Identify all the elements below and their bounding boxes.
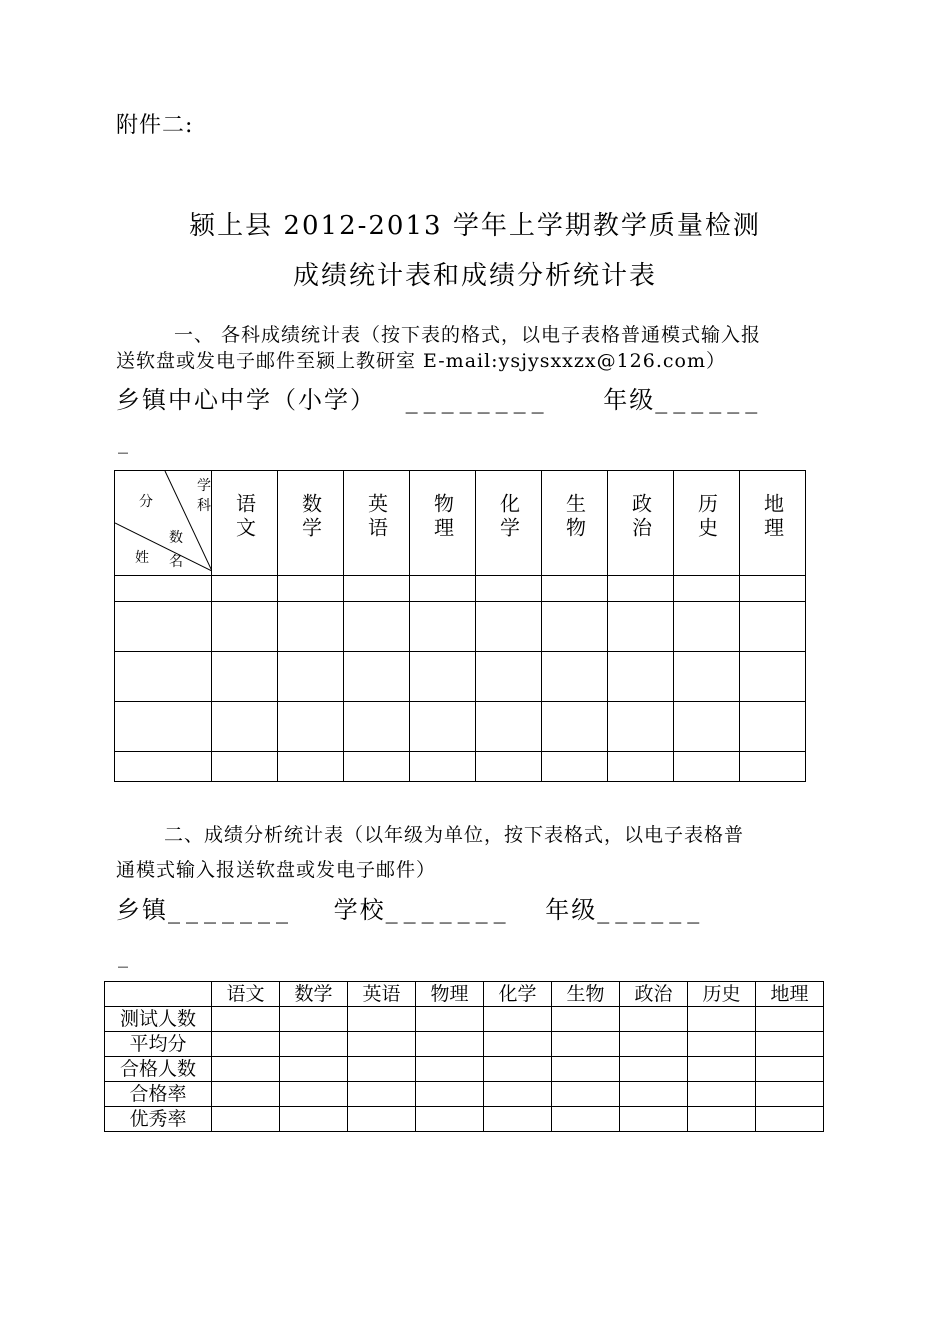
page-title: 颍上县 2012-2013 学年上学期教学质量检测 [189, 211, 761, 241]
attachment-label: 附件二: [116, 113, 194, 138]
subject-header: 语文 [212, 471, 278, 576]
subject-header: 政治 [620, 982, 688, 1007]
table-row [115, 576, 806, 602]
page-subtitle: 成绩统计表和成绩分析统计表 [292, 261, 657, 291]
section1-instruction: 一、 各科成绩统计表（按下表的格式，以电子表格普通模式输入报 [174, 324, 762, 346]
subject-header: 生物 [552, 982, 620, 1007]
table-row [115, 702, 806, 752]
section2-form-line [116, 890, 705, 925]
row-label: 优秀率 [105, 1107, 212, 1132]
row-label: 合格人数 [105, 1057, 212, 1082]
table-row [105, 1082, 824, 1107]
corner-name-2: 名 [169, 554, 183, 570]
score-table [114, 470, 806, 782]
subject-header: 英语 [348, 982, 416, 1007]
section2-overflow-blank: _ [118, 944, 128, 968]
table-row [115, 752, 806, 782]
section1-overflow-blank: _ [118, 430, 128, 454]
subject-header: 语文 [212, 982, 280, 1007]
row-label: 平均分 [105, 1032, 212, 1057]
grade-blank[interactable]: ______ [655, 386, 764, 414]
section1-instruction-cont: 送软盘或发电子邮件至颍上教研室 E-mail:ysjysxxzx@126.com） [116, 350, 726, 372]
table-row [115, 602, 806, 652]
subject-header: 化学 [484, 982, 552, 1007]
subject-header: 化学 [476, 471, 542, 576]
subject-header: 生物 [542, 471, 608, 576]
subject-header: 物理 [410, 471, 476, 576]
section2-instruction: 二、成绩分析统计表（以年级为单位，按下表格式，以电子表格普 [164, 824, 745, 846]
subject-header: 英语 [344, 471, 410, 576]
subject-header: 历史 [688, 982, 756, 1007]
table-row [105, 1057, 824, 1082]
subject-header: 数学 [278, 471, 344, 576]
subject-header: 数学 [280, 982, 348, 1007]
subject-header: 地理 [740, 471, 806, 576]
grade-blank-2[interactable]: ______ [597, 896, 706, 924]
school-blank-2[interactable]: _______ [385, 896, 512, 924]
corner-subject: 学 科 [197, 478, 211, 514]
corner-name-1: 姓 [135, 550, 149, 566]
row-label: 测试人数 [105, 1007, 212, 1032]
grade-label-2: 年级 [545, 896, 598, 924]
subject-header: 地理 [756, 982, 824, 1007]
table-row [105, 1032, 824, 1057]
corner-score-1: 分 [139, 494, 153, 510]
corner-header-cell [115, 471, 212, 576]
section2-instruction-cont: 通模式输入报送软盘或发电子邮件） [116, 859, 437, 881]
row-label: 合格率 [105, 1082, 212, 1107]
score-table-header [115, 471, 806, 576]
table-row [115, 652, 806, 702]
town-blank[interactable]: _______ [168, 896, 294, 924]
table-row [105, 1007, 824, 1032]
corner-score-2: 数 [169, 530, 183, 546]
subject-header: 政治 [608, 471, 674, 576]
school-label-2: 学校 [333, 896, 386, 924]
section1-form-line [116, 380, 763, 415]
grade-label: 年级 [603, 386, 656, 414]
town-label: 乡镇 [116, 896, 168, 924]
school-blank[interactable]: ________ [405, 386, 550, 414]
school-label: 乡镇中心中学（小学） [116, 386, 376, 414]
table-row [105, 1107, 824, 1132]
subject-header: 历史 [674, 471, 740, 576]
subject-header: 物理 [416, 982, 484, 1007]
analysis-table [104, 981, 824, 1132]
analysis-table-header [105, 982, 824, 1007]
